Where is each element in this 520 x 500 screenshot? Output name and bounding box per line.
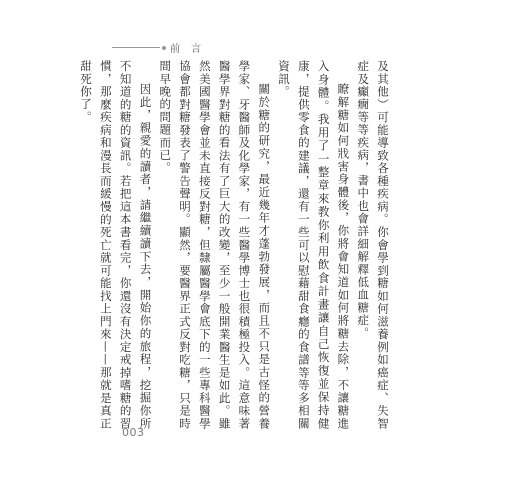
paragraph: 因此，親愛的讀者，請繼續讀下去，開始你的旅程，挖掘你所不知道的糖的資訊。若把這本書看完，你還沒有決定戒掉嗜糖的習慣，那麼疾病和漫長而緩慢的死亡就可能找上門來——那就是真正甜死你了。 [79, 60, 153, 430]
header-rule [112, 47, 160, 48]
header-dot [162, 46, 166, 50]
paragraph: 及其他）可能導致各種疾病。你會學到糖如何滋養例如癌症、失智症及癲癇等等疾病，書中也會詳細解釋低血糖症。 [356, 60, 390, 430]
paragraph: 關於糖的研究，最近幾年才蓬勃發展，而且不只是古怪的營養學家、牙醫師及化學家，有一些醫學博士也很積極投入。這意味著醫學界對糖的看法有了巨大的改變，至少一般開業醫生是如此。雖然美國醫學會並未直接反對糖，但隸屬醫學會底下的一些專科醫學協會都對糖發表了警告聲明。顯然，要醫界正式反對吃糖，只是時間早晚的問題而已。 [158, 60, 272, 430]
body-text [75, 60, 392, 430]
running-header [112, 40, 205, 55]
page-number: 003 [122, 426, 145, 439]
paragraph: 瞭解糖如何戕害身體後，你將會知道如何將糖去除，不讓糖進入身體。我用了一整章來教你利用飲食計畫讓自己恢復並保持健康，提供零食的建議，還有一些可以慰藉甜食癮的食譜等等多相關資訊。 [277, 60, 351, 430]
header-title: 前 言 [170, 44, 206, 55]
